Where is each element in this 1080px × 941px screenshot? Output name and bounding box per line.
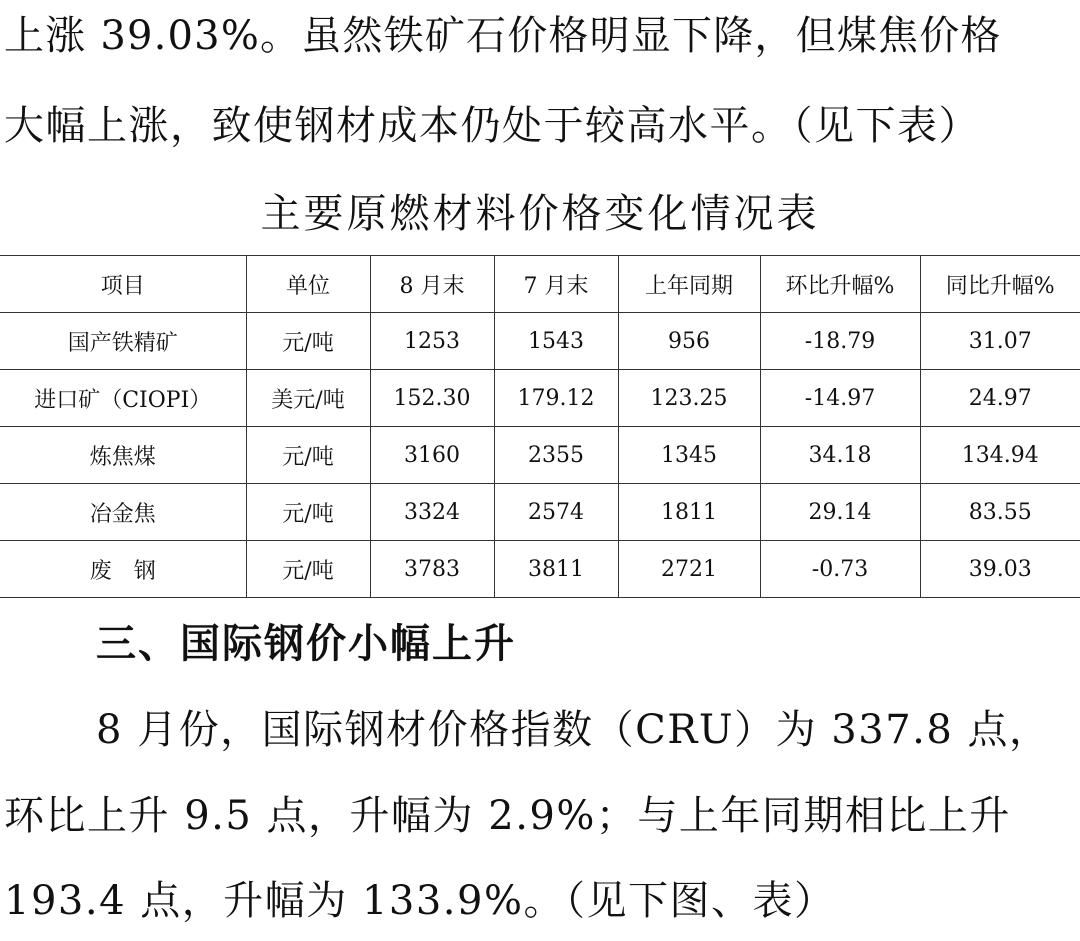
- table-row: [0, 484, 1080, 541]
- unit-cell: 元/吨: [246, 484, 370, 541]
- value-cell: 3783: [370, 541, 494, 598]
- intro-text-line-2: 大幅上涨，致使钢材成本仍处于较高水平。（见下表）: [4, 103, 980, 149]
- value-cell: 24.97: [920, 370, 1080, 427]
- item-cell: 进口矿（CIOPI）: [0, 370, 246, 427]
- table-row: [0, 313, 1080, 370]
- value-cell: 2355: [494, 427, 618, 484]
- column-header: 上年同期: [618, 256, 760, 313]
- value-cell: 2574: [494, 484, 618, 541]
- value-cell: -14.97: [760, 370, 920, 427]
- value-cell: 3324: [370, 484, 494, 541]
- section-heading: 三、国际钢价小幅上升: [96, 621, 516, 667]
- value-cell: 3160: [370, 427, 494, 484]
- column-header: 7 月末: [494, 256, 618, 313]
- column-header: 环比升幅%: [760, 256, 920, 313]
- value-cell: 29.14: [760, 484, 920, 541]
- value-cell: 3811: [494, 541, 618, 598]
- value-cell: 152.30: [370, 370, 494, 427]
- column-header: 单位: [246, 256, 370, 313]
- table-title: 主要原燃材料价格变化情况表: [260, 191, 820, 237]
- unit-cell: 元/吨: [246, 541, 370, 598]
- unit-cell: 元/吨: [246, 313, 370, 370]
- value-cell: -18.79: [760, 313, 920, 370]
- value-cell: 39.03: [920, 541, 1080, 598]
- column-header: 同比升幅%: [920, 256, 1080, 313]
- value-cell: 134.94: [920, 427, 1080, 484]
- unit-cell: 元/吨: [246, 427, 370, 484]
- raw-material-price-table: [0, 255, 1080, 598]
- value-cell: 1345: [618, 427, 760, 484]
- unit-cell: 美元/吨: [246, 370, 370, 427]
- item-cell: 炼焦煤: [0, 427, 246, 484]
- table-row: [0, 427, 1080, 484]
- value-cell: 31.07: [920, 313, 1080, 370]
- table-row: [0, 541, 1080, 598]
- value-cell: 179.12: [494, 370, 618, 427]
- body-text-line-1: 8 月份，国际钢材价格指数（CRU）为 337.8 点，: [96, 707, 1051, 753]
- table-row: [0, 370, 1080, 427]
- column-header: 项目: [0, 256, 246, 313]
- body-text-line-2: 环比上升 9.5 点，升幅为 2.9%；与上年同期相比上升: [4, 793, 1011, 839]
- value-cell: 2721: [618, 541, 760, 598]
- value-cell: 123.25: [618, 370, 760, 427]
- item-cell: 国产铁精矿: [0, 313, 246, 370]
- value-cell: 956: [618, 313, 760, 370]
- body-text-line-3: 193.4 点，升幅为 133.9%。（见下图、表）: [4, 878, 836, 924]
- value-cell: 83.55: [920, 484, 1080, 541]
- value-cell: 1811: [618, 484, 760, 541]
- value-cell: 1543: [494, 313, 618, 370]
- value-cell: 34.18: [760, 427, 920, 484]
- value-cell: -0.73: [760, 541, 920, 598]
- intro-text-line-1: 上涨 39.03%。虽然铁矿石价格明显下降，但煤焦价格: [4, 13, 1002, 59]
- value-cell: 1253: [370, 313, 494, 370]
- table-header-row: [0, 256, 1080, 313]
- column-header: 8 月末: [370, 256, 494, 313]
- item-cell: 废 钢: [0, 541, 246, 598]
- item-cell: 冶金焦: [0, 484, 246, 541]
